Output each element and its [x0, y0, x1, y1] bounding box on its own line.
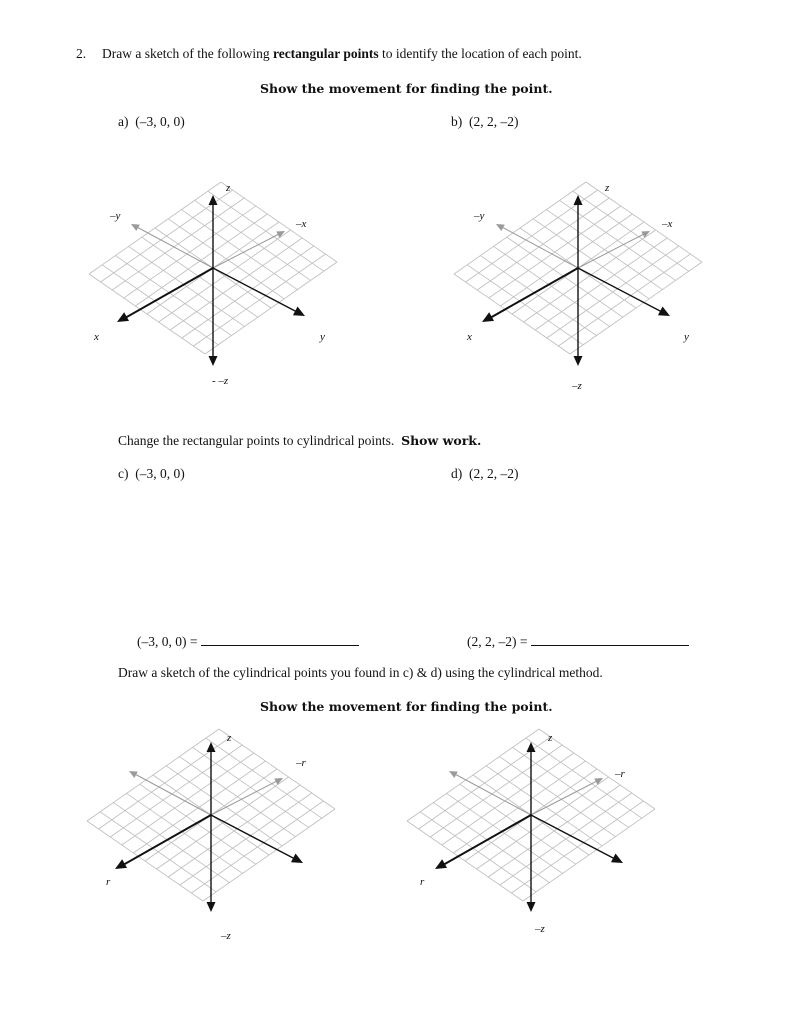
graph-1-y-label: y [320, 331, 325, 343]
part-c [118, 466, 185, 482]
part-a-label: a) [118, 114, 129, 129]
part-b-point: (2, 2, –2) [469, 114, 519, 129]
part-c-label: c) [118, 466, 129, 481]
graph-4-neg-x-axis [531, 781, 597, 815]
graph-4-y-axis [531, 815, 615, 859]
part-c-point: (–3, 0, 0) [135, 466, 185, 481]
part-d-point: (2, 2, –2) [469, 466, 519, 481]
part-b-label: b) [451, 114, 463, 129]
graph-2-neg-z-arrow [574, 356, 583, 366]
answer-d-row [467, 633, 689, 650]
graph-1-neg-x-label: –x [296, 218, 307, 230]
problem-number: 2. [76, 46, 87, 61]
graph-1-z-label: z [226, 182, 231, 194]
graph-2-z-label: z [605, 182, 610, 194]
graph-2-neg-z-label: –z [572, 380, 582, 392]
change-bold: Show work. [401, 433, 482, 448]
graph-1-x-label: x [94, 331, 99, 343]
graph-3-neg-x-axis [211, 781, 277, 815]
graph-3-z-label: z [227, 732, 232, 744]
graph-4-neg-r-label: –r [615, 768, 625, 780]
intro-text-1: Draw a sketch of the following [102, 46, 270, 61]
graph-1-neg-z-arrow [209, 356, 218, 366]
graph-4-neg-z-arrow [527, 902, 536, 912]
change-text: Change the rectangular points to cylindrical points. [118, 433, 395, 448]
graph-1-y-axis [213, 268, 297, 312]
answer-c-blank[interactable] [201, 633, 359, 646]
sketch-instruction: Draw a sketch of the cylindrical points you found in c) & d) using the cylindrical method. [118, 665, 603, 680]
movement-header-2: Show the movement for finding the point. [260, 699, 553, 714]
graph-3-neg-z-label: –z [221, 930, 231, 942]
graph-1-neg-z-label: - –z [212, 375, 229, 387]
graph-2-neg-x-label: –x [662, 218, 673, 230]
answer-d-blank[interactable] [531, 633, 689, 646]
graph-3-neg-y-axis [133, 773, 211, 815]
graph-3-neg-z-arrow [207, 902, 216, 912]
part-a-point: (–3, 0, 0) [135, 114, 185, 129]
graph-4-z-label: z [548, 732, 553, 744]
graph-3-neg-r-label: –r [296, 757, 306, 769]
part-d [451, 466, 519, 482]
graph-4-neg-y-axis [453, 773, 531, 815]
intro-bold: rectangular points [272, 46, 379, 61]
graph-3-r-label: r [106, 876, 111, 888]
graph-2-neg-y-label: –y [474, 210, 485, 222]
graph-4-neg-z-label: –z [535, 923, 545, 935]
graph-1-neg-y-axis [135, 226, 213, 268]
graph-2-neg-y-axis [500, 226, 578, 268]
graph-2-x-label: x [467, 331, 472, 343]
graph-2-y-axis [578, 268, 662, 312]
answer-c-row [137, 633, 359, 650]
graph-2-y-label: y [684, 331, 689, 343]
part-d-label: d) [451, 466, 463, 481]
answer-c-label: (–3, 0, 0) = [137, 634, 198, 649]
graph-2-neg-x-axis [578, 234, 644, 268]
answer-d-label: (2, 2, –2) = [467, 634, 528, 649]
movement-header-1: Show the movement for finding the point. [260, 81, 553, 96]
intro-text-2: to identify the location of each point. [381, 46, 582, 61]
graph-3-y-axis [211, 815, 295, 859]
change-instruction [118, 433, 481, 449]
graph-1-neg-y-label: –y [110, 210, 121, 222]
graph-4-r-label: r [420, 876, 425, 888]
graph-1-neg-x-axis [213, 234, 279, 268]
